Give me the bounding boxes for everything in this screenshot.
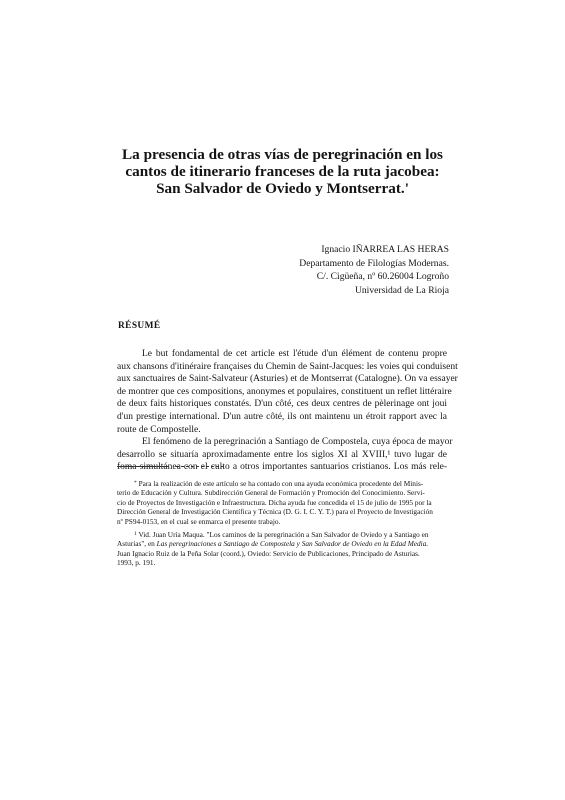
footnote-line: [117, 479, 447, 488]
footnote-line: [117, 530, 447, 539]
footnote-separator: [117, 466, 169, 467]
author-address: C/. Cigüeña, nº 60.26004 Logroño: [316, 271, 449, 282]
footnote-2: [117, 530, 447, 568]
resume-line: Le but fondamental de cet article est l'étude d'un élément de contenu propre: [142, 349, 447, 359]
resume-heading: RÉSUMÉ: [118, 321, 161, 331]
resume-line: de deux faits historiques constatés. D'un côté, ces deux centres de pèlerinage ont joui: [117, 399, 447, 410]
article-title: [100, 146, 465, 197]
author-block: [299, 243, 449, 297]
footnote-line: terio de Educación y Cultura. Subdirección General de Formación y Promoción del Conocimiento. Servi-: [117, 488, 425, 498]
footnote-text: Vid. Juan Uría Maqua. "Los caminos de la peregrinación a San Salvador de Oviedo y a Santiago en: [138, 530, 429, 539]
footnote-text: Para la realización de este artículo se ha contado con una ayuda económica procedente del Minis-: [138, 479, 424, 488]
footnote-marker: *: [134, 480, 137, 486]
body-text: [117, 348, 458, 474]
author-university: Universidad de La Rioja: [354, 284, 449, 296]
resume-line: de montrer que ces compositions, anonymes et populaires, constituent un reflet littéraire: [117, 386, 452, 397]
intro-line: El fenómeno de la peregrinación a Santiago de Compostela, cuya época de mayor: [142, 437, 453, 448]
resume-line: route de Compostelle.: [117, 424, 201, 435]
author-department: Departamento de Filologías Modernas.: [299, 257, 449, 269]
footnote-1: [117, 479, 447, 526]
footnote-line: nº PS94-0153, en el cual se enmarca el presente trabajo.: [117, 516, 281, 526]
intro-line: desarrollo se situaría aproximadamente entre los siglos XI al XVIII,¹ tuvo lugar de: [117, 449, 447, 460]
title-line: La presencia de otras vías de peregrinación en los: [122, 146, 443, 163]
resume-line: d'un prestige international. D'un autre côté, ils ont maintenu un étroit rapport avec la: [117, 411, 447, 422]
title-line: San Salvador de Oviedo y Montserrat.': [156, 180, 409, 197]
intro-line: foma simultánea con el culto a otros importantes santuarios cristianos. Los más rele-: [117, 462, 447, 473]
footnote-line: cio de Proyectos de Investigación e Infraestructura. Dicha ayuda fue concedida el 15 de julio de 1995 por la: [117, 497, 432, 507]
footnote-text: Asturias", en: [117, 539, 157, 549]
resume-line: aux sanctuaires de Saint-Salvateur (Asturies) et de Montserrat (Catalogne). On va essayer: [117, 374, 458, 385]
footnote-book-title: Las peregrinaciones a Santiago de Compostela y San Salvador de Oviedo en la Edad Media.: [156, 539, 429, 549]
footnote-line: Juan Ignacio Ruiz de la Peña Solar (coord.), Oviedo: Servicio de Publicaciones, Principado de Asturias.: [117, 548, 420, 558]
author-name: Ignacio IÑARREA LAS HERAS: [321, 244, 449, 255]
footnote-separator: [176, 466, 224, 467]
footnote-marker: 1: [134, 531, 137, 537]
footnote-line: Dirección General de Investigación Científica y Técnica (D. G. I. C. Y. T.) para el Proyecto de Investigación: [117, 507, 433, 517]
title-line: cantos de itinerario franceses de la ruta jacobea:: [125, 163, 440, 180]
footnote-line: 1993, p. 191.: [117, 558, 156, 568]
resume-line: aux chansons d'itinéraire françaises du Chemin de Saint-Jacques: les voies qui conduisent: [117, 361, 458, 372]
footnote-line: [117, 539, 447, 548]
